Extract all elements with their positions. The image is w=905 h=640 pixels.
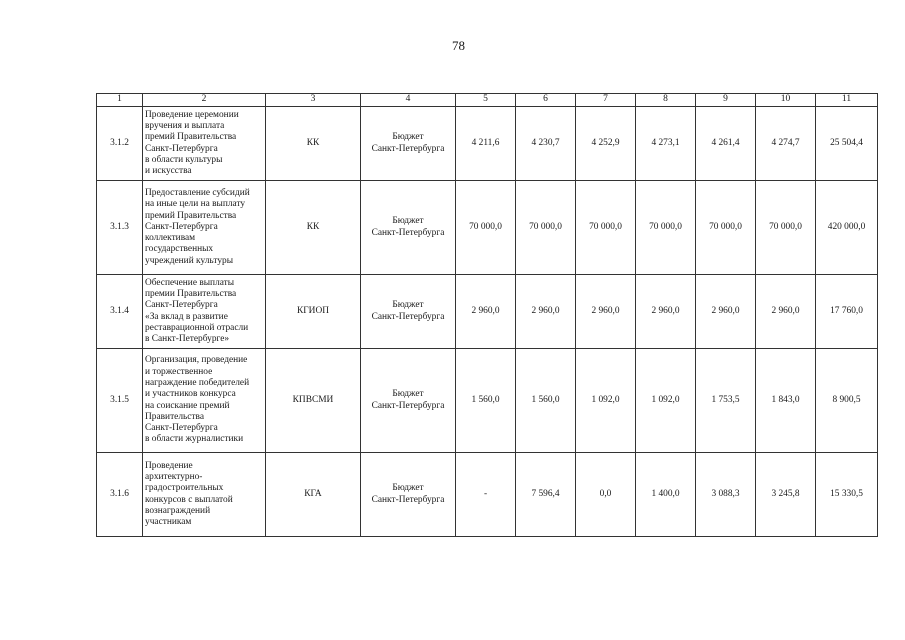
value-cell: 2 960,0 <box>516 275 576 349</box>
value-cell: 4 273,1 <box>636 107 696 181</box>
column-header: 9 <box>696 94 756 107</box>
column-header: 10 <box>756 94 816 107</box>
value-cell: 2 960,0 <box>456 275 516 349</box>
item-name: Организация, проведение и торжественное награждение победителей и участников конкурса на соискание премий Правительства Санкт-Петербурга в области журналистики <box>143 349 266 453</box>
column-header: 4 <box>361 94 456 107</box>
value-cell: 4 230,7 <box>516 107 576 181</box>
value-cell: 2 960,0 <box>576 275 636 349</box>
item-source: Бюджет Санкт-Петербурга <box>361 107 456 181</box>
value-cell: 70 000,0 <box>456 181 516 275</box>
value-cell: 2 960,0 <box>696 275 756 349</box>
value-cell: 70 000,0 <box>696 181 756 275</box>
value-cell: 1 560,0 <box>516 349 576 453</box>
value-cell: 4 252,9 <box>576 107 636 181</box>
value-cell: 2 960,0 <box>756 275 816 349</box>
item-source: Бюджет Санкт-Петербурга <box>361 275 456 349</box>
item-source: Бюджет Санкт-Петербурга <box>361 453 456 537</box>
item-number: 3.1.6 <box>97 453 143 537</box>
column-header: 8 <box>636 94 696 107</box>
table-row <box>97 453 878 537</box>
table-row <box>97 349 878 453</box>
item-name: Проведение церемонии вручения и выплата премий Правительства Санкт-Петербурга в области культуры и искусства <box>143 107 266 181</box>
column-header: 3 <box>266 94 361 107</box>
header-row <box>97 94 878 107</box>
item-executor: КГИОП <box>266 275 361 349</box>
column-header: 2 <box>143 94 266 107</box>
item-number: 3.1.2 <box>97 107 143 181</box>
table-row <box>97 275 878 349</box>
column-header: 6 <box>516 94 576 107</box>
value-cell: 70 000,0 <box>576 181 636 275</box>
item-name: Обеспечение выплаты премии Правительства Санкт-Петербурга «За вклад в развитие реставрационной отрасли в Санкт-Петербурге» <box>143 275 266 349</box>
value-cell: 70 000,0 <box>756 181 816 275</box>
value-cell: 1 753,5 <box>696 349 756 453</box>
column-header: 1 <box>97 94 143 107</box>
item-source: Бюджет Санкт-Петербурга <box>361 181 456 275</box>
total-cell: 420 000,0 <box>816 181 878 275</box>
value-cell: 1 092,0 <box>636 349 696 453</box>
item-number: 3.1.3 <box>97 181 143 275</box>
item-executor: КПВСМИ <box>266 349 361 453</box>
budget-table <box>96 93 878 537</box>
value-cell: - <box>456 453 516 537</box>
item-source: Бюджет Санкт-Петербурга <box>361 349 456 453</box>
page-number: 78 <box>452 38 465 53</box>
value-cell: 0,0 <box>576 453 636 537</box>
column-header: 5 <box>456 94 516 107</box>
item-executor: КГА <box>266 453 361 537</box>
item-name: Предоставление субсидий на иные цели на выплату премий Правительства Санкт-Петербурга коллективам государственных учреждений культуры <box>143 181 266 275</box>
item-name: Проведение архитектурно- градостроительных конкурсов с выплатой вознаграждений участникам <box>143 453 266 537</box>
value-cell: 70 000,0 <box>636 181 696 275</box>
value-cell: 70 000,0 <box>516 181 576 275</box>
value-cell: 4 274,7 <box>756 107 816 181</box>
item-number: 3.1.5 <box>97 349 143 453</box>
value-cell: 1 400,0 <box>636 453 696 537</box>
table-row <box>97 181 878 275</box>
column-header: 11 <box>816 94 878 107</box>
total-cell: 8 900,5 <box>816 349 878 453</box>
value-cell: 4 261,4 <box>696 107 756 181</box>
value-cell: 1 092,0 <box>576 349 636 453</box>
value-cell: 4 211,6 <box>456 107 516 181</box>
item-number: 3.1.4 <box>97 275 143 349</box>
value-cell: 1 843,0 <box>756 349 816 453</box>
value-cell: 3 245,8 <box>756 453 816 537</box>
value-cell: 2 960,0 <box>636 275 696 349</box>
table-row <box>97 107 878 181</box>
value-cell: 1 560,0 <box>456 349 516 453</box>
item-executor: КК <box>266 107 361 181</box>
column-header: 7 <box>576 94 636 107</box>
total-cell: 17 760,0 <box>816 275 878 349</box>
value-cell: 3 088,3 <box>696 453 756 537</box>
total-cell: 25 504,4 <box>816 107 878 181</box>
item-executor: КК <box>266 181 361 275</box>
total-cell: 15 330,5 <box>816 453 878 537</box>
value-cell: 7 596,4 <box>516 453 576 537</box>
